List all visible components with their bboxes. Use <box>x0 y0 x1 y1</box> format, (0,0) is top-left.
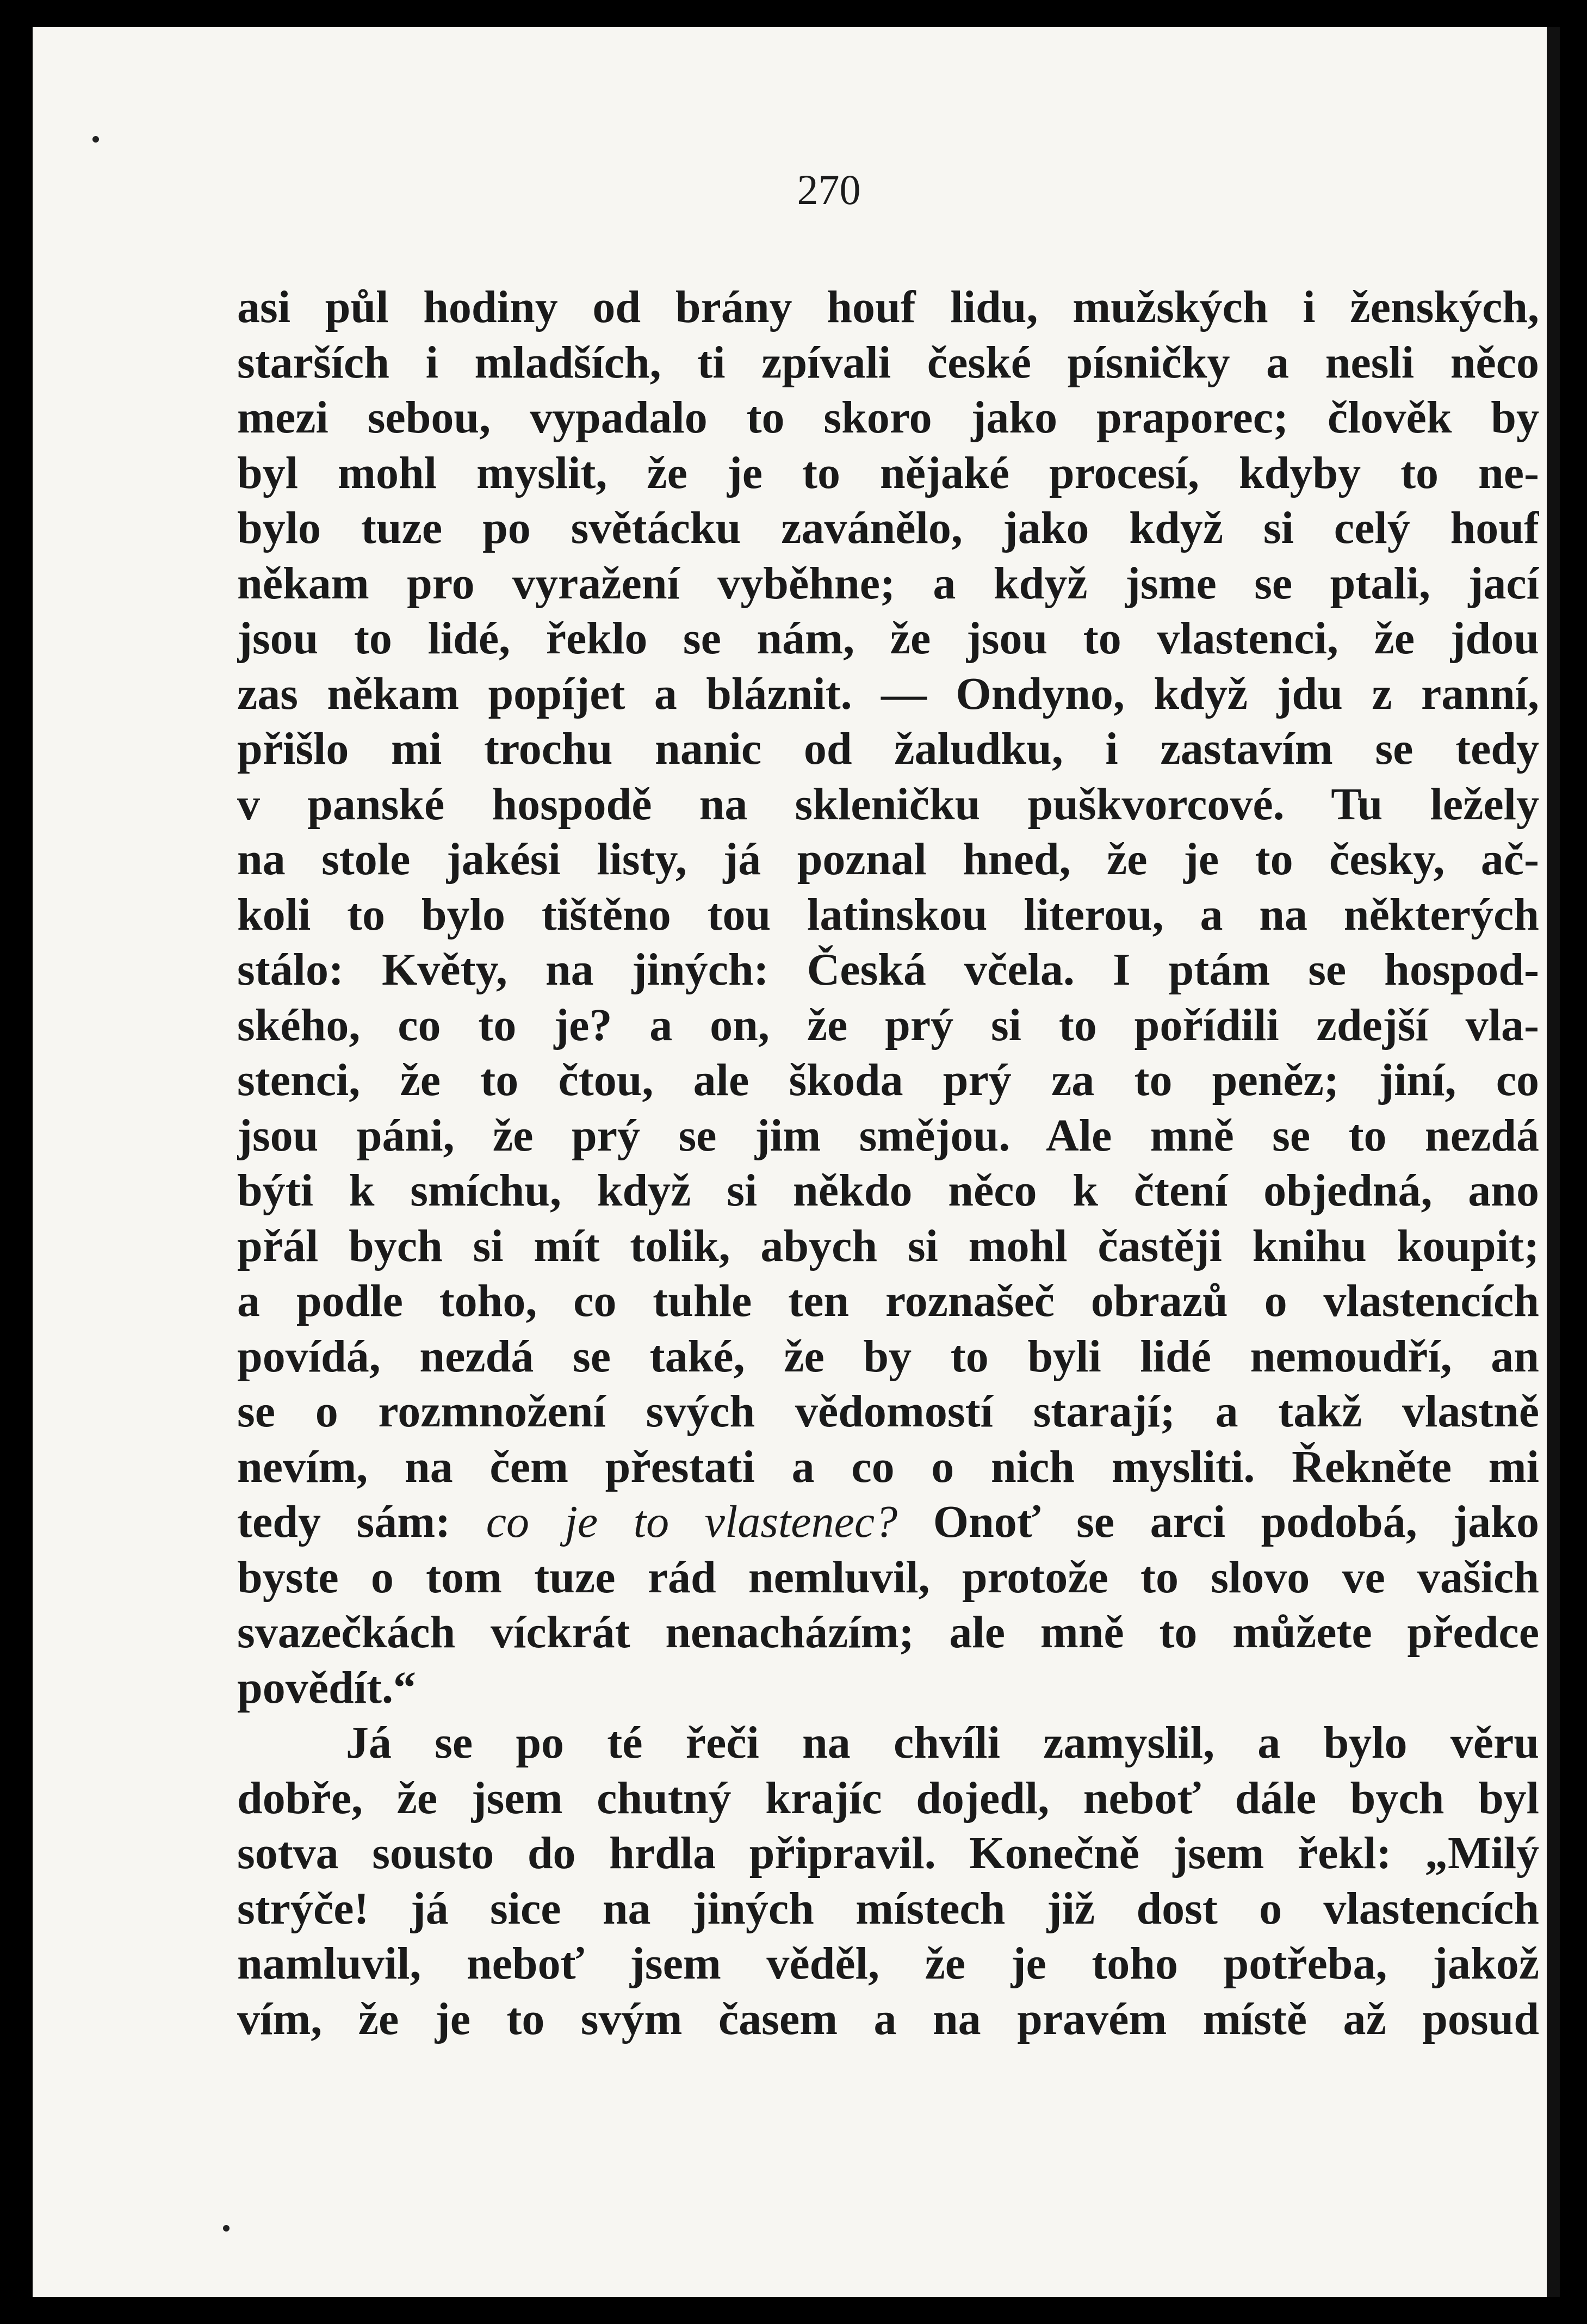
text-line-content: namluvil, neboť jsem věděl, že je toho potřeba, jakož <box>237 1938 1539 1989</box>
text-line-content: přál bych si mít tolik, abych si mohl častěji knihu koupit; <box>237 1220 1539 1271</box>
text-line <box>237 500 1539 556</box>
page-number: 270 <box>797 166 861 213</box>
text-line <box>237 1715 1539 1771</box>
text-line-content: jsou páni, že prý se jim smějou. Ale mně se to nezdá <box>237 1110 1539 1161</box>
text-line-content: tedy sám: <box>237 1497 486 1547</box>
text-line <box>237 832 1539 887</box>
text-line <box>237 1329 1539 1384</box>
text-line-content: byste o tom tuze rád nemluvil, protože to slovo ve vašich <box>237 1552 1539 1603</box>
text-line-content: bylo tuze po světácku zavánělo, jako když si celý houf <box>237 503 1539 553</box>
speck <box>92 136 99 143</box>
text-line-content: a podle toho, co tuhle ten roznašeč obrazů o vlastencích <box>237 1276 1539 1326</box>
text-line <box>237 1881 1539 1937</box>
text-line <box>237 1108 1539 1164</box>
text-line-content: koli to bylo tištěno tou latinskou literou, a na některých <box>237 889 1539 940</box>
text-line-content: zas někam popíjet a bláznit. — Ondyno, když jdu z ranní, <box>237 668 1539 719</box>
text-line-content: dobře, že jsem chutný krajíc dojedl, neboť dále bych byl <box>237 1772 1539 1824</box>
page-edge-shadow <box>1547 27 1560 2297</box>
text-line-content: býti k smíchu, když si někdo něco k čtení objedná, ano <box>237 1165 1539 1216</box>
text-line-content: mezi sebou, vypadalo to skoro jako praporec; člověk by <box>237 392 1539 443</box>
text-line <box>237 887 1539 943</box>
text-line <box>237 1936 1539 1992</box>
text-line-content: jsou to lidé, řeklo se nám, že jsou to vlastenci, že jdou <box>237 613 1539 664</box>
text-line-content: strýče! já sice na jiných místech již dost o vlastencích <box>237 1883 1539 1934</box>
text-line-content: povídá, nezdá se také, že by to byli lidé nemoudří, an <box>237 1331 1539 1382</box>
text-line-content: povědít.“ <box>237 1662 417 1713</box>
text-line-content: asi půl hodiny od brány houf lidu, mužských i ženských, <box>237 282 1539 332</box>
text-line <box>237 1053 1539 1108</box>
text-line-content: někam pro vyražení vyběhne; a když jsme se ptali, jací <box>237 558 1539 609</box>
speck <box>223 2225 230 2232</box>
text-line <box>237 1439 1539 1495</box>
text-line <box>237 280 1539 335</box>
text-line <box>237 611 1539 666</box>
text-line <box>237 390 1539 446</box>
text-line <box>237 1163 1539 1219</box>
text-line <box>237 1992 1539 2047</box>
italic-phrase: co je to vlastenec? <box>486 1497 898 1547</box>
text-line-content: byl mohl myslit, že je to nějaké procesí, kdyby to ne- <box>237 447 1539 498</box>
text-line <box>237 1550 1539 1605</box>
text-line-content: se o rozmnožení svých vědomostí starají; a takž vlastně <box>237 1386 1539 1437</box>
text-line-content: svazečkách víckrát nenacházím; ale mně to můžete předce <box>237 1607 1539 1658</box>
text-line-content: Já se po té řeči na chvíli zamyslil, a bylo věru <box>346 1717 1539 1768</box>
text-line-content: přišlo mi trochu nanic od žaludku, i zastavím se tedy <box>237 724 1539 774</box>
book-page <box>33 27 1560 2297</box>
text-line-content: starších i mladších, ti zpívali české písničky a nesli něco <box>237 337 1539 388</box>
text-line <box>237 942 1539 998</box>
body-text <box>237 280 1539 2047</box>
text-line-content: Onoť se arci podobá, jako <box>897 1497 1539 1547</box>
text-line-content: sotva sousto do hrdla připravil. Konečně jsem řekl: „Milý <box>237 1828 1539 1878</box>
text-line-content: v panské hospodě na skleničku puškvorcové. Tu ležely <box>237 778 1539 830</box>
text-line <box>237 556 1539 611</box>
text-line <box>237 335 1539 391</box>
text-line <box>237 1660 1539 1716</box>
text-line-content: ského, co to je? a on, že prý si to pořídili zdejší vla- <box>237 999 1539 1050</box>
text-line <box>237 1274 1539 1329</box>
text-line <box>237 1219 1539 1274</box>
text-line-content: nevím, na čem přestati a co o nich mysliti. Řekněte mi <box>237 1441 1539 1492</box>
text-line <box>237 446 1539 501</box>
text-line-content: vím, že je to svým časem a na pravém místě až posud <box>237 1993 1539 2044</box>
text-line <box>237 1605 1539 1660</box>
text-line <box>237 1826 1539 1881</box>
text-line-content: stálo: Květy, na jiných: Česká včela. I ptám se hospod- <box>237 944 1539 995</box>
text-line-content: na stole jakési listy, já poznal hned, že je to česky, ač- <box>237 834 1539 885</box>
text-line <box>237 721 1539 777</box>
text-line-content: stenci, že to čtou, ale škoda prý za to peněz; jiní, co <box>237 1055 1539 1105</box>
text-line <box>237 1771 1539 1826</box>
text-line <box>237 1494 1539 1550</box>
text-line <box>237 777 1539 832</box>
text-line <box>237 666 1539 722</box>
text-line <box>237 998 1539 1053</box>
text-line <box>237 1384 1539 1439</box>
